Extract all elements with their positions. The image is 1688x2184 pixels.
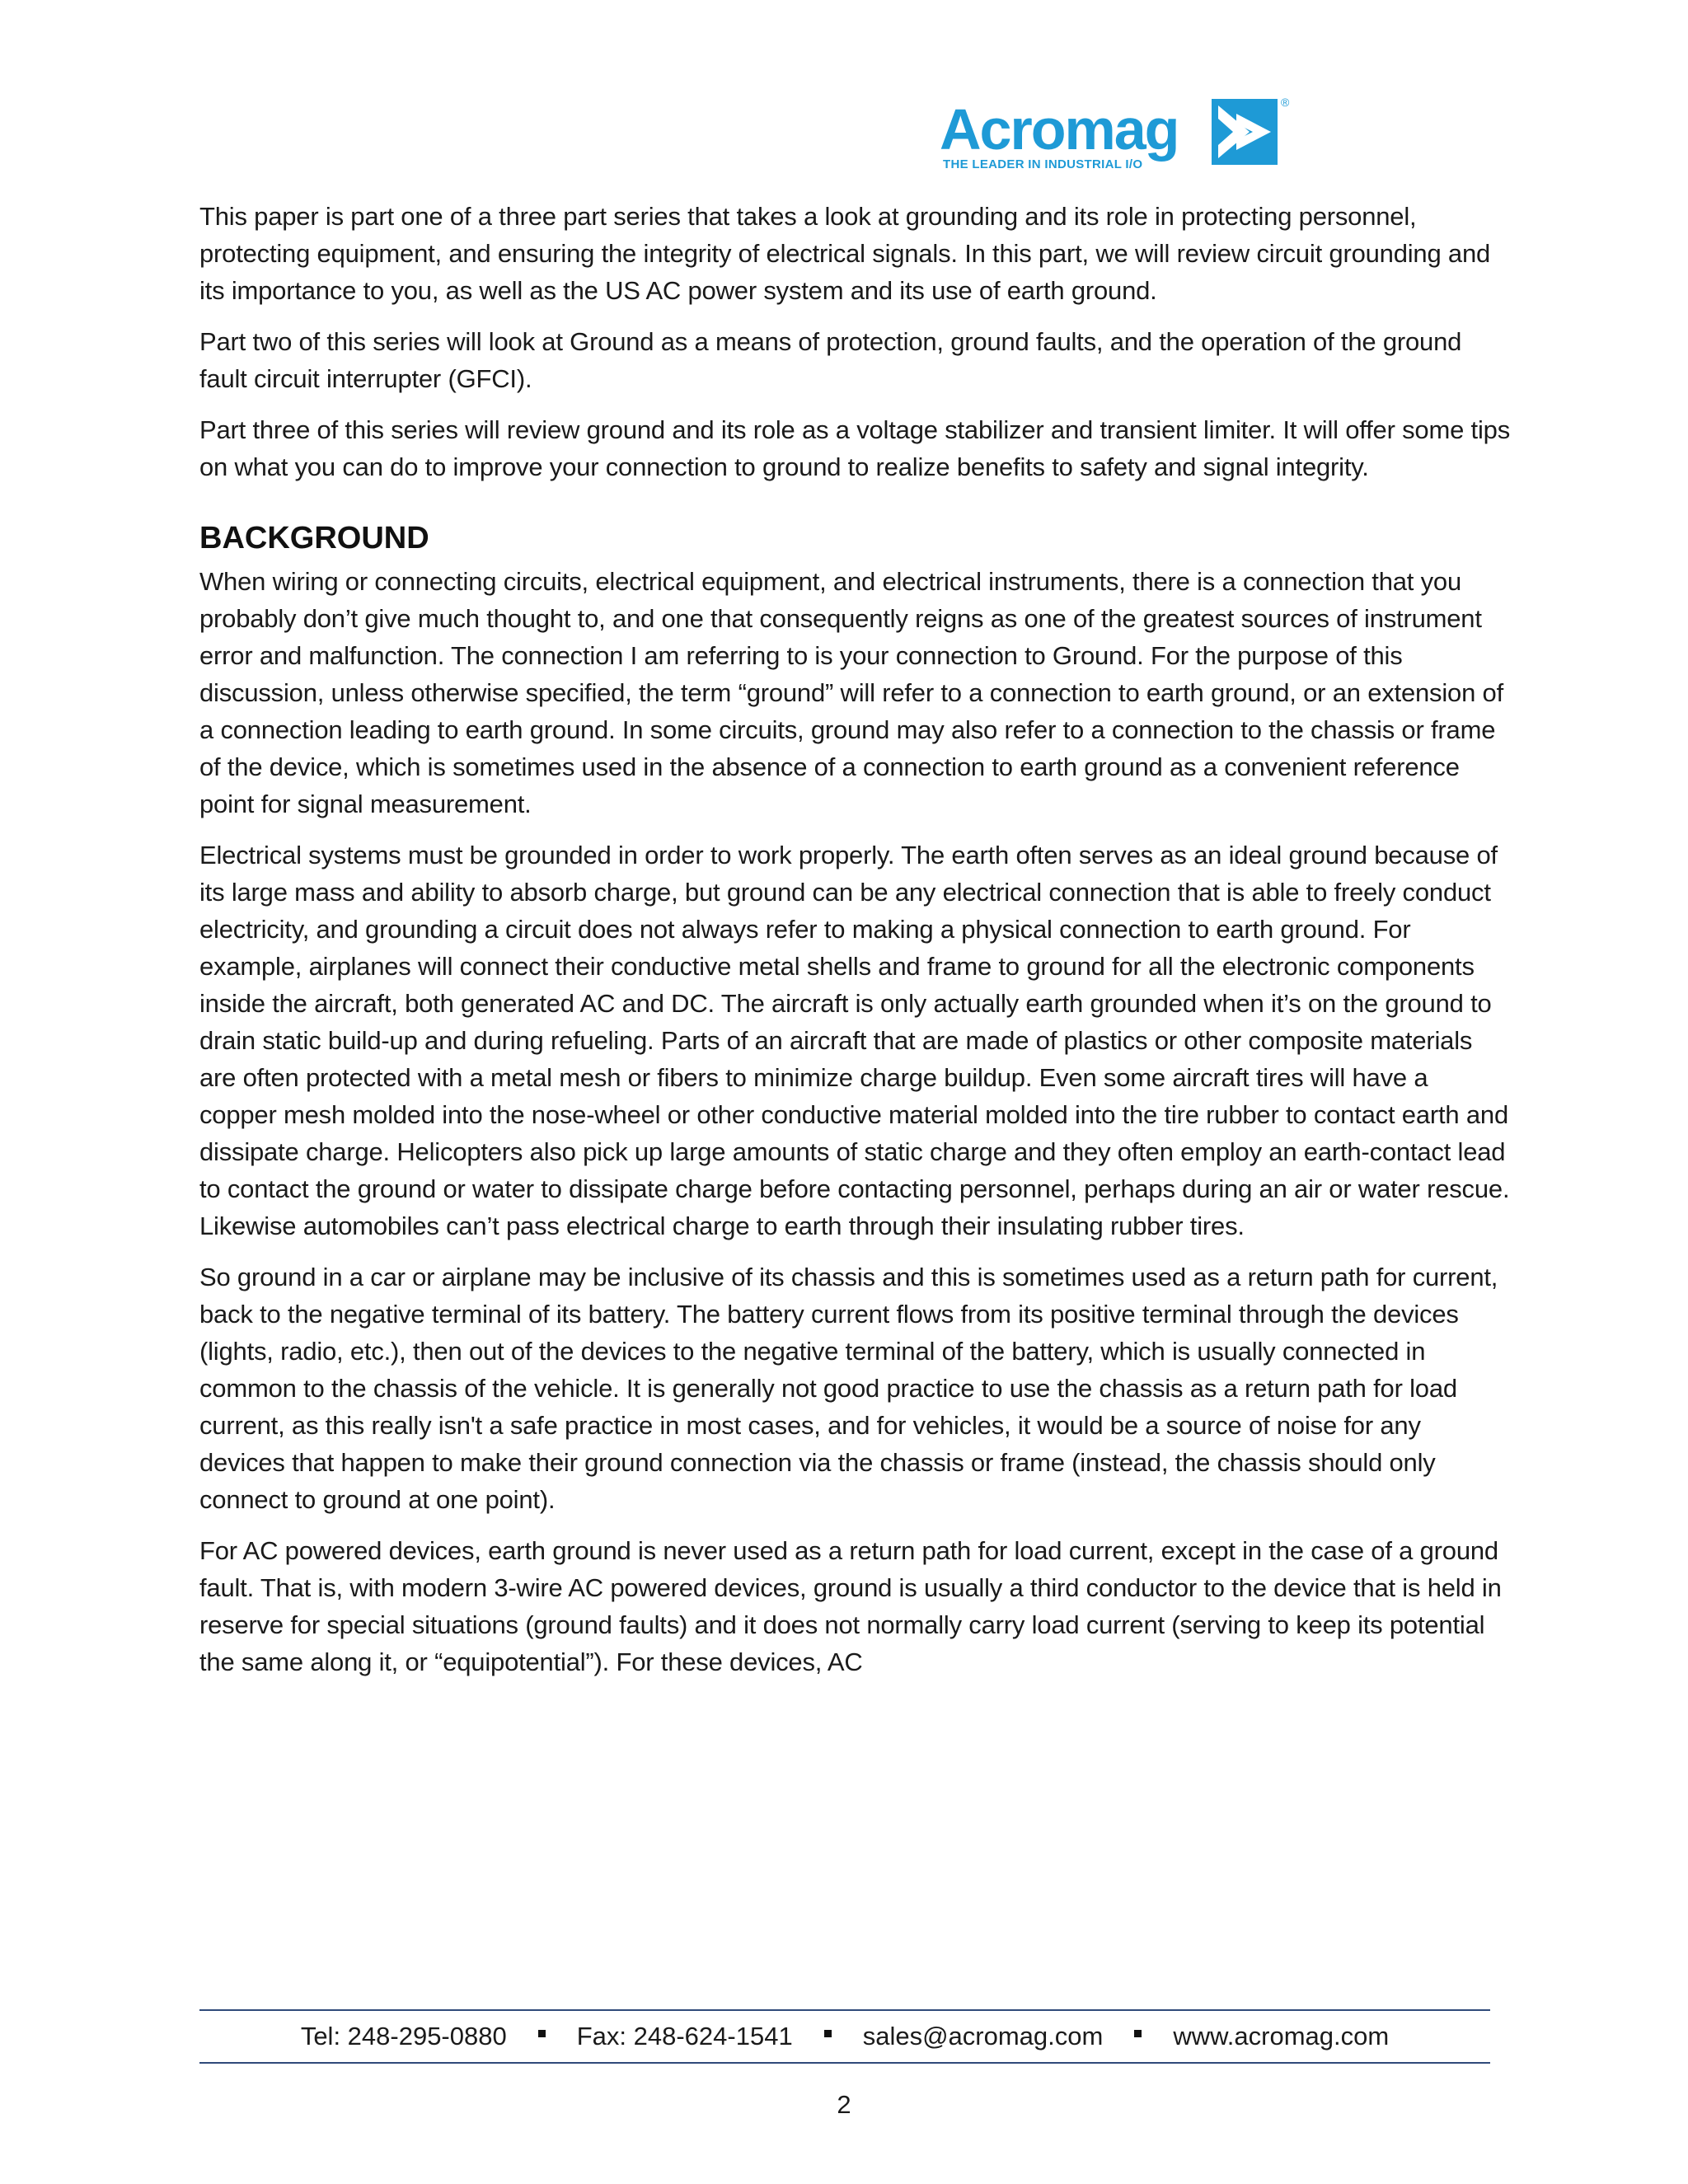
logo-tagline: THE LEADER IN INDUSTRIAL I/O (943, 157, 1143, 171)
footer-rule-top (199, 2009, 1490, 2011)
registered-mark: ® (1281, 96, 1290, 109)
footer-separator-bullet (538, 2030, 546, 2037)
background-paragraph-4: For AC powered devices, earth ground is never used as a return path for load current, except in the case of a ground fault. That is, with modern 3-wire AC powered devices, ground is usually a third conductor to the device that is held in reserve for special situations (ground faults) and it does not normally carry load current (serving to keep its potential the same along it, or “equipotential”). For these devices, AC (199, 1536, 1502, 1676)
footer-fax: Fax: 248-624-1541 (576, 2022, 793, 2050)
footer-rule-bottom (199, 2062, 1490, 2064)
footer-separator-bullet (824, 2030, 832, 2037)
acromag-logo (940, 92, 1302, 175)
background-paragraph-2: Electrical systems must be grounded in order to work properly. The earth often serves as an ideal ground because of its large mass and ability to absorb charge, but ground can be any electrical connection that is able to freely conduct electricity, and grounding a circuit does not always refer to making a physical connection to earth ground. For example, airplanes will connect their conductive metal shells and frame to ground for all the electronic components inside the aircraft, both generated AC and DC. The aircraft is only actually earth grounded when it’s on the ground to drain static build-up and during refueling. Parts of an aircraft that are made of plastics or other composite materials are often protected with a metal mesh or fibers to minimize charge buildup. Even some aircraft tires will have a copper mesh molded into the nose-wheel or other conductive material molded into the tire rubber to contact earth and dissipate charge. Helicopters also pick up large amounts of static charge and they often employ an earth-contact lead to contact the ground or water to dissipate charge before contacting personnel, perhaps during an air or water rescue. Likewise automobiles can’t pass electrical charge to earth through their insulating rubber tires. (199, 841, 1510, 1240)
footer-telephone: Tel: 248-295-0880 (300, 2022, 507, 2050)
contact-footer (199, 2016, 1490, 2057)
play-arrow-logo-icon (1212, 99, 1278, 165)
background-paragraph-3: So ground in a car or airplane may be inclusive of its chassis and this is sometimes used as a return path for current, back to the negative terminal of its battery. The battery current flows from its positive terminal through the devices (lights, radio, etc.), then out of the devices to the negative terminal of the battery, which is usually connected in common to the chassis of the vehicle. It is generally not good practice to use the chassis as a return path for load current, as this really isn't a safe practice in most cases, and for vehicles, it would be a source of noise for any devices that happen to make their ground connection via the chassis or frame (instead, the chassis should only connect to ground at one point). (199, 1263, 1498, 1514)
intro-paragraph-1: This paper is part one of a three part series that takes a look at grounding and its role in protecting personnel, protecting equipment, and ensuring the integrity of electrical signals. In this part, we will review circuit grounding and its importance to you, as well as the US AC power system and its use of earth ground. (199, 202, 1491, 305)
background-paragraph-1: When wiring or connecting circuits, electrical equipment, and electrical instruments, there is a connection that you probably don’t give much thought to, and one that consequently reigns as one of the greatest sources of instrument error and malfunction. The connection I am referring to is your connection to Ground. For the purpose of this discussion, unless otherwise specified, the term “ground” will refer to a connection to earth ground, or an extension of a connection leading to earth ground. In some circuits, ground may also refer to a connection to the chassis or frame of the device, which is sometimes used in the absence of a connection to earth ground as a convenient reference point for signal measurement. (199, 567, 1503, 818)
footer-email[interactable]: sales@acromag.com (862, 2022, 1104, 2050)
body-content (199, 198, 1510, 1694)
intro-paragraph-2: Part two of this series will look at Ground as a means of protection, ground faults, and the operation of the ground fault circuit interrupter (GFCI). (199, 327, 1462, 393)
footer-website[interactable]: www.acromag.com (1173, 2022, 1390, 2050)
logo-wordmark: Acromag (940, 97, 1179, 162)
footer-separator-bullet (1134, 2030, 1142, 2037)
page-number: 2 (837, 2090, 851, 2119)
section-heading-background: BACKGROUND (199, 521, 429, 555)
intro-paragraph-3: Part three of this series will review ground and its role as a voltage stabilizer and transient limiter. It will offer some tips on what you can do to improve your connection to ground to realize benefits to safety and signal integrity. (199, 415, 1510, 481)
